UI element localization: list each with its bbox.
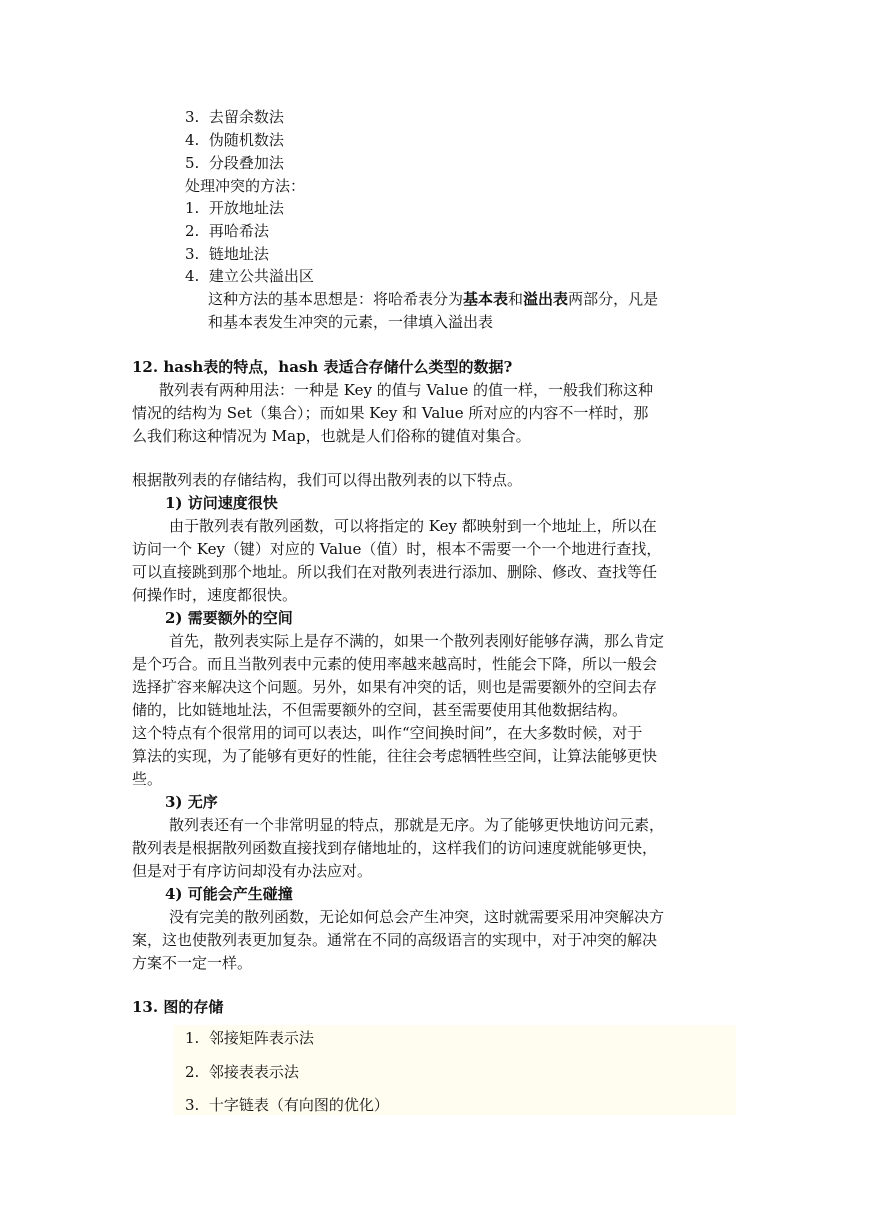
section-heading: 13. 图的存储 <box>132 998 224 1016</box>
paragraph-line: 由于散列表有散列函数，可以将指定的 Key 都映射到一个地址上，所以在 <box>169 517 657 535</box>
feature-heading: 4) 可能会产生碰撞 <box>165 885 293 903</box>
feature-heading: 3) 无序 <box>165 793 218 811</box>
paragraph-line: 散列表还有一个非常明显的特点，那就是无序。为了能够更快地访问元素， <box>169 816 665 834</box>
paragraph-line: 案，这也使散列表更加复杂。通常在不同的高级语言的实现中，对于冲突的解决 <box>132 931 658 949</box>
paragraph-line: 首先，散列表实际上是存不满的，如果一个散列表刚好能够存满，那么肯定 <box>169 632 665 650</box>
paragraph-line: 何操作时，速度都很快。 <box>132 586 298 604</box>
list-item: 5. 分段叠加法 <box>185 154 284 172</box>
feature-heading: 2) 需要额外的空间 <box>165 609 293 627</box>
list-item: 3. 十字链表（有向图的优化） <box>185 1096 389 1114</box>
paragraph-line: 方案不一定一样。 <box>132 954 253 972</box>
paragraph-line: 可以直接跳到那个地址。所以我们在对散列表进行添加、删除、修改、查找等任 <box>132 563 658 581</box>
paragraph-line: 情况的结构为 Set（集合）；而如果 Key 和 Value 所对应的内容不一样时，那 <box>132 404 649 422</box>
paragraph-line: 没有完美的散列函数，无论如何总会产生冲突，这时就需要采用冲突解决方 <box>169 908 665 926</box>
feature-heading: 1) 访问速度很快 <box>165 494 278 512</box>
list-item: 3. 去留余数法 <box>185 108 284 126</box>
list-item: 2. 邻接表表示法 <box>185 1063 299 1081</box>
section-heading: 12. hash表的特点，hash 表适合存储什么类型的数据? <box>132 358 513 376</box>
paragraph-line: 算法的实现，为了能够有更好的性能，往往会考虑牺牲些空间，让算法能够更快 <box>132 747 658 765</box>
list-item: 3. 链地址法 <box>185 245 269 263</box>
overflow-desc-line: 和基本表发生冲突的元素，一律填入溢出表 <box>208 313 494 331</box>
paragraph-line: 储的，比如链地址法，不但需要额外的空间，甚至需要使用其他数据结构。 <box>132 701 628 719</box>
collision-heading: 处理冲突的方法： <box>185 177 306 195</box>
paragraph-line: 是个巧合。而且当散列表中元素的使用率越来越高时，性能会下降，所以一般会 <box>132 655 658 673</box>
paragraph-line: 这个特点有个很常用的词可以表达，叫作“空间换时间”，在大多数时候，对于 <box>132 724 643 742</box>
paragraph-line: 访问一个 Key（键）对应的 Value（值）时，根本不需要一个一个地进行查找， <box>132 540 662 558</box>
paragraph-line: 么我们称这种情况为 Map，也就是人们俗称的键值对集合。 <box>132 427 531 445</box>
paragraph-line: 些。 <box>132 770 163 788</box>
paragraph-line: 根据散列表的存储结构，我们可以得出散列表的以下特点。 <box>132 471 523 489</box>
list-item: 2. 再哈希法 <box>185 222 269 240</box>
paragraph-line: 选择扩容来解决这个问题。另外，如果有冲突的话，则也是需要额外的空间去存 <box>132 678 658 696</box>
list-item: 4. 建立公共溢出区 <box>185 267 314 285</box>
list-item: 1. 开放地址法 <box>185 199 284 217</box>
paragraph-line: 但是对于有序访问却没有办法应对。 <box>132 862 373 880</box>
paragraph-line: 散列表是根据散列函数直接找到存储地址的，这样我们的访问速度就能够更快， <box>132 839 658 857</box>
list-item: 1. 邻接矩阵表示法 <box>185 1029 314 1047</box>
paragraph-line: 散列表有两种用法：一种是 Key 的值与 Value 的值一样，一般我们称这种 <box>159 381 653 399</box>
list-item: 4. 伪随机数法 <box>185 131 284 149</box>
overflow-desc-line: 这种方法的基本思想是：将哈希表分为基本表和溢出表两部分，凡是 <box>208 290 659 308</box>
